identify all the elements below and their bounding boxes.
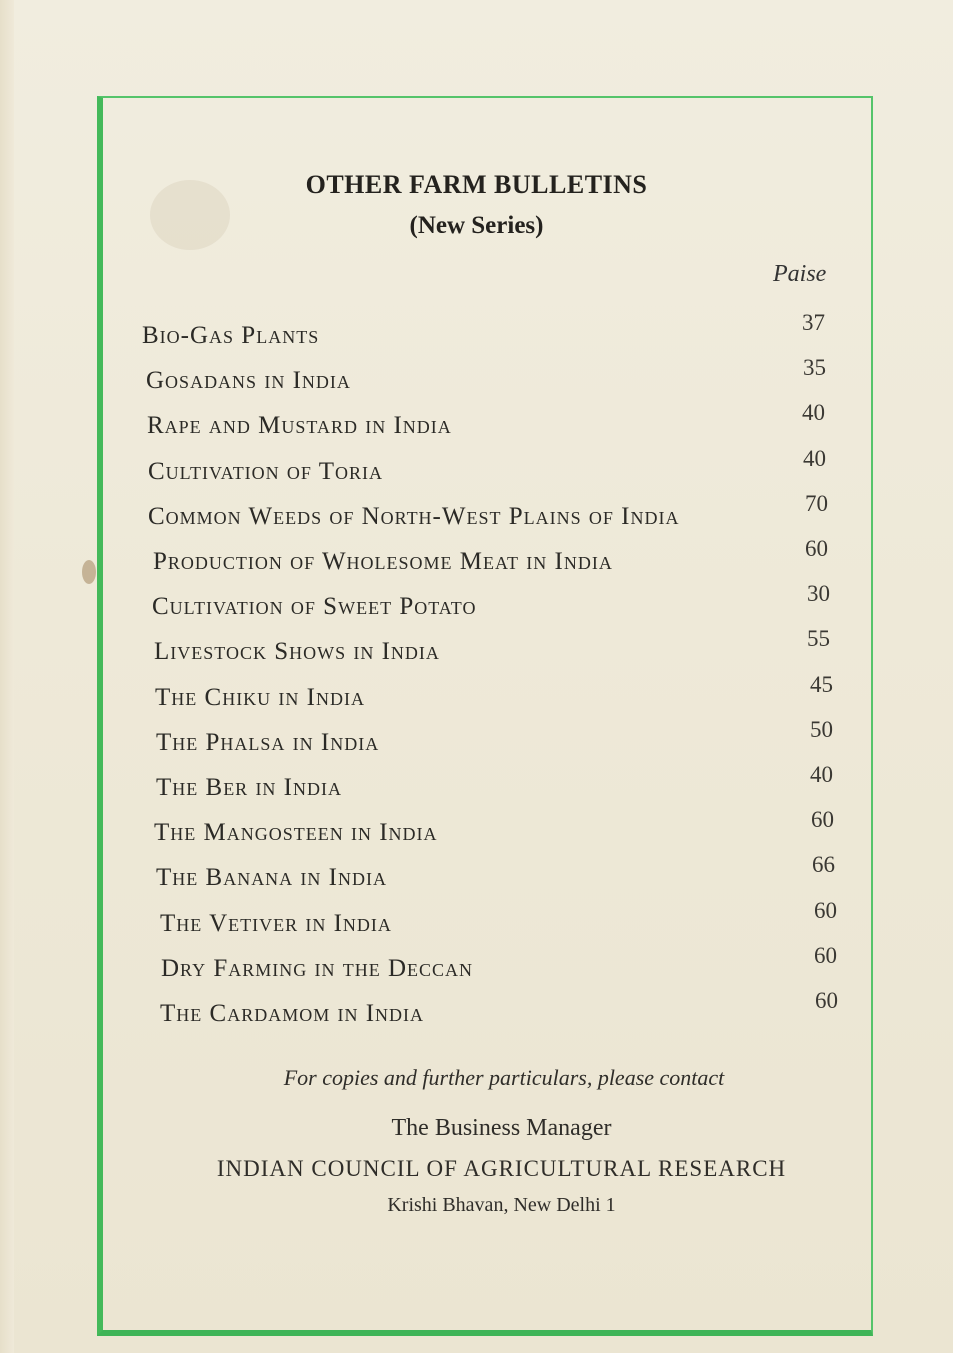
bulletin-price: 30 [807, 581, 830, 607]
footer-note: For copies and further particulars, please contact [283, 1065, 725, 1090]
bulletin-price: 37 [802, 310, 825, 335]
bulletin-row [0, 942, 953, 991]
bulletin-row [0, 716, 953, 765]
bulletin-row [0, 400, 953, 448]
footer-contact: The Business Manager [391, 1115, 612, 1141]
bulletin-row [0, 490, 953, 539]
bulletin-title: Rape and Mustard in India [147, 412, 452, 440]
bulletin-price: 60 [811, 807, 834, 833]
bulletin-title: Livestock Shows in India [154, 638, 440, 666]
page-subtitle: (New Series) [409, 212, 544, 239]
bulletin-title: The Mangosteen in India [154, 819, 438, 847]
bulletin-price: 35 [803, 355, 826, 381]
bulletin-price: 70 [805, 490, 828, 516]
bulletin-price: 60 [814, 942, 837, 968]
price-unit-label: Paise [773, 261, 827, 287]
bulletin-row [0, 581, 953, 629]
footer-address: Krishi Bhavan, New Delhi 1 [387, 1194, 616, 1216]
bulletin-price: 60 [814, 897, 837, 923]
bulletin-row [0, 988, 953, 1036]
bulletin-title: Common Weeds of North-West Plains of India [148, 502, 680, 530]
bulletin-title: The Banana in India [156, 864, 387, 892]
bulletin-row [0, 671, 953, 720]
bulletin-row [0, 762, 953, 810]
bulletin-row [0, 355, 953, 403]
page-title: OTHER FARM BULLETINS [305, 170, 648, 199]
bulletin-price: 45 [810, 671, 833, 697]
bulletin-title: The Ber in India [156, 774, 343, 801]
bulletin-title: The Cardamom in India [160, 1000, 425, 1027]
bulletin-price: 40 [803, 445, 826, 471]
bulletin-row [0, 852, 953, 900]
bulletin-title: Dry Farming in the Deccan [161, 954, 474, 982]
bulletin-price: 60 [805, 536, 828, 561]
bulletin-price: 55 [807, 626, 830, 652]
bulletin-title: Cultivation of Toria [148, 457, 384, 485]
bulletin-title: The Chiku in India [155, 683, 365, 711]
bulletin-title: Cultivation of Sweet Potato [152, 593, 477, 621]
bulletin-title: Production of Wholesome Meat in India [153, 548, 613, 575]
bulletin-title: Bio-Gas Plants [142, 322, 320, 349]
bulletin-price: 66 [812, 852, 835, 878]
bulletin-row [0, 897, 953, 946]
bulletin-price: 60 [815, 988, 838, 1013]
bulletin-price: 50 [810, 716, 833, 742]
bulletin-price: 40 [810, 762, 833, 787]
bulletin-row [0, 310, 953, 358]
bulletin-row [0, 626, 953, 674]
bulletin-row [0, 536, 953, 584]
bulletin-title: Gosadans in India [146, 367, 351, 395]
bulletin-row [0, 807, 953, 855]
bulletin-title: The Vetiver in India [160, 909, 392, 937]
bulletin-price: 40 [802, 400, 825, 426]
bulletin-row [0, 445, 953, 494]
footer-organization: INDIAN COUNCIL OF AGRICULTURAL RESEARCH [216, 1156, 787, 1181]
bulletin-title: The Phalsa in India [156, 728, 380, 756]
